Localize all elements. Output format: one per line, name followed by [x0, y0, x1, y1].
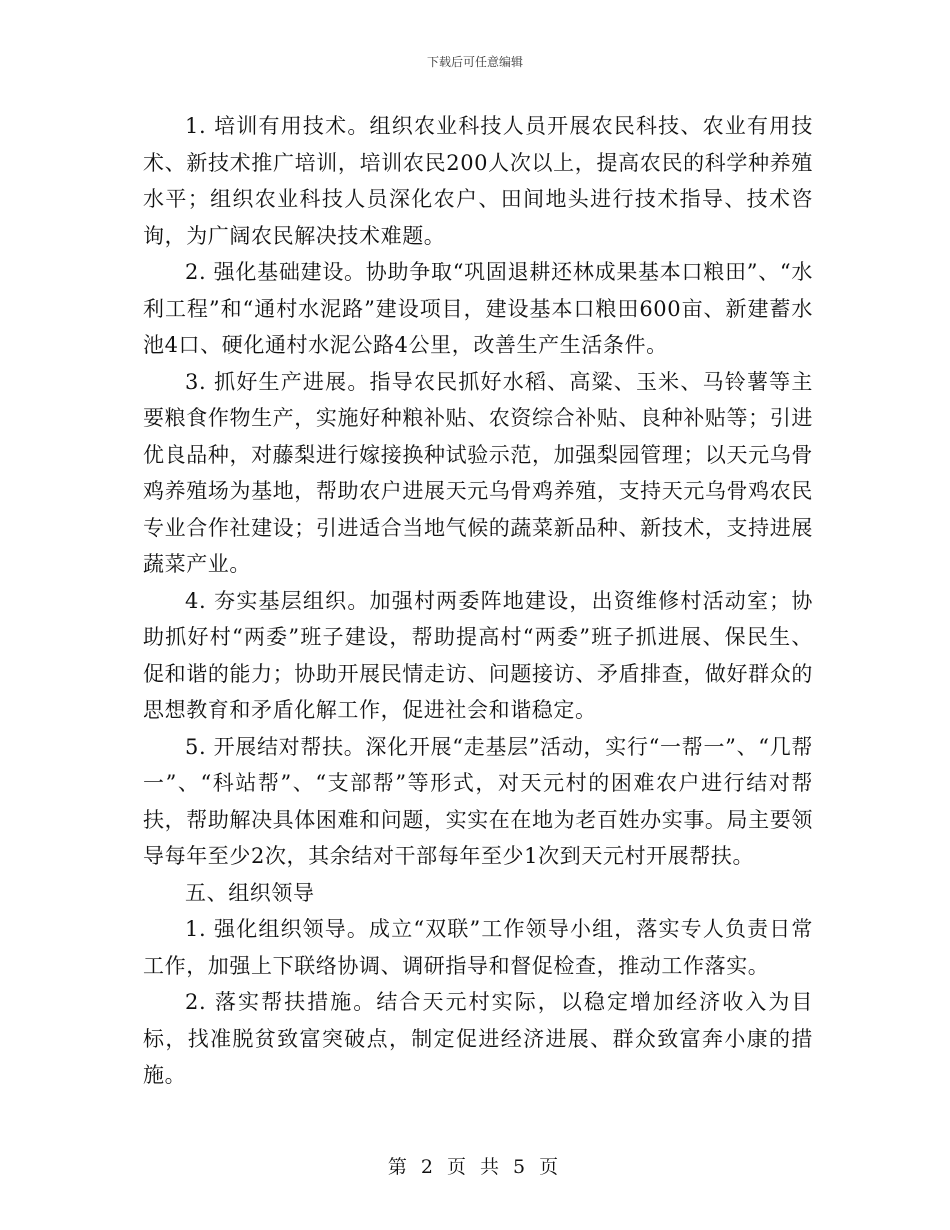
paragraph-grassroots: 4. 夯实基层组织。加强村两委阵地建设，出资维修村活动室；协助抓好村“两委”班子建设，帮助提高村“两委”班子抓进展、保民生、促和谐的能力；协助开展民情走访、问题接访、矛盾排查，做好群众的思想教育和矛盾化解工作，促进社会和谐稳定。 [143, 588, 813, 722]
document-body [143, 108, 813, 1094]
paragraph-measures: 2. 落实帮扶措施。结合天元村实际，以稳定增加经济收入为目标，找准脱贫致富突破点，制定促进经济进展、群众致富奔小康的措施。 [143, 990, 813, 1087]
paragraph-training: 1. 培训有用技术。组织农业科技人员开展农民科技、农业有用技术、新技术推广培训，培训农民200人次以上，提高农民的科学种养殖水平；组织农业科技人员深化农户、田间地头进行技术指导、技术咨询，为广阔农民解决技术难题。 [143, 114, 813, 248]
paragraph-infrastructure: 2. 强化基础建设。协助争取“巩固退耕还林成果基本口粮田”、“水利工程”和“通村水泥路”建设项目，建设基本口粮田600亩、新建蓄水池4口、硬化通村水泥公路4公里，改善生产生活条件。 [143, 260, 813, 357]
section-heading: 五、组织领导 [185, 880, 315, 905]
paragraph-production: 3. 抓好生产进展。指导农民抓好水稻、高粱、玉米、马铃薯等主要粮食作物生产，实施好种粮补贴、农资综合补贴、良种补贴等；引进优良品种，对藤梨进行嫁接换种试验示范，加强梨园管理；以天元乌骨鸡养殖场为基地，帮助农户进展天元乌骨鸡养殖，支持天元乌骨鸡农民专业合作社建设；引进适合当地气候的蔬菜新品种、新技术，支持进展蔬菜产业。 [143, 369, 813, 576]
page-header-note: 下载后可任意编辑 [426, 55, 523, 69]
paragraph-leadership: 1. 强化组织领导。成立“双联”工作领导小组，落实专人负责日常工作，加强上下联络协调、调研指导和督促检查，推动工作落实。 [143, 917, 813, 978]
paragraph-pairing-assistance: 5. 开展结对帮扶。深化开展“走基层”活动，实行“一帮一”、“几帮一”、“科站帮”、“支部帮”等形式，对天元村的困难农户进行结对帮扶，帮助解决具体困难和问题，实实在在地为老百姓办实事。局主要领导每年至少2次，其余结对干部每年至少1次到天元村开展帮扶。 [143, 734, 813, 868]
page-number: 第 2 页 共 5 页 [387, 1156, 563, 1178]
